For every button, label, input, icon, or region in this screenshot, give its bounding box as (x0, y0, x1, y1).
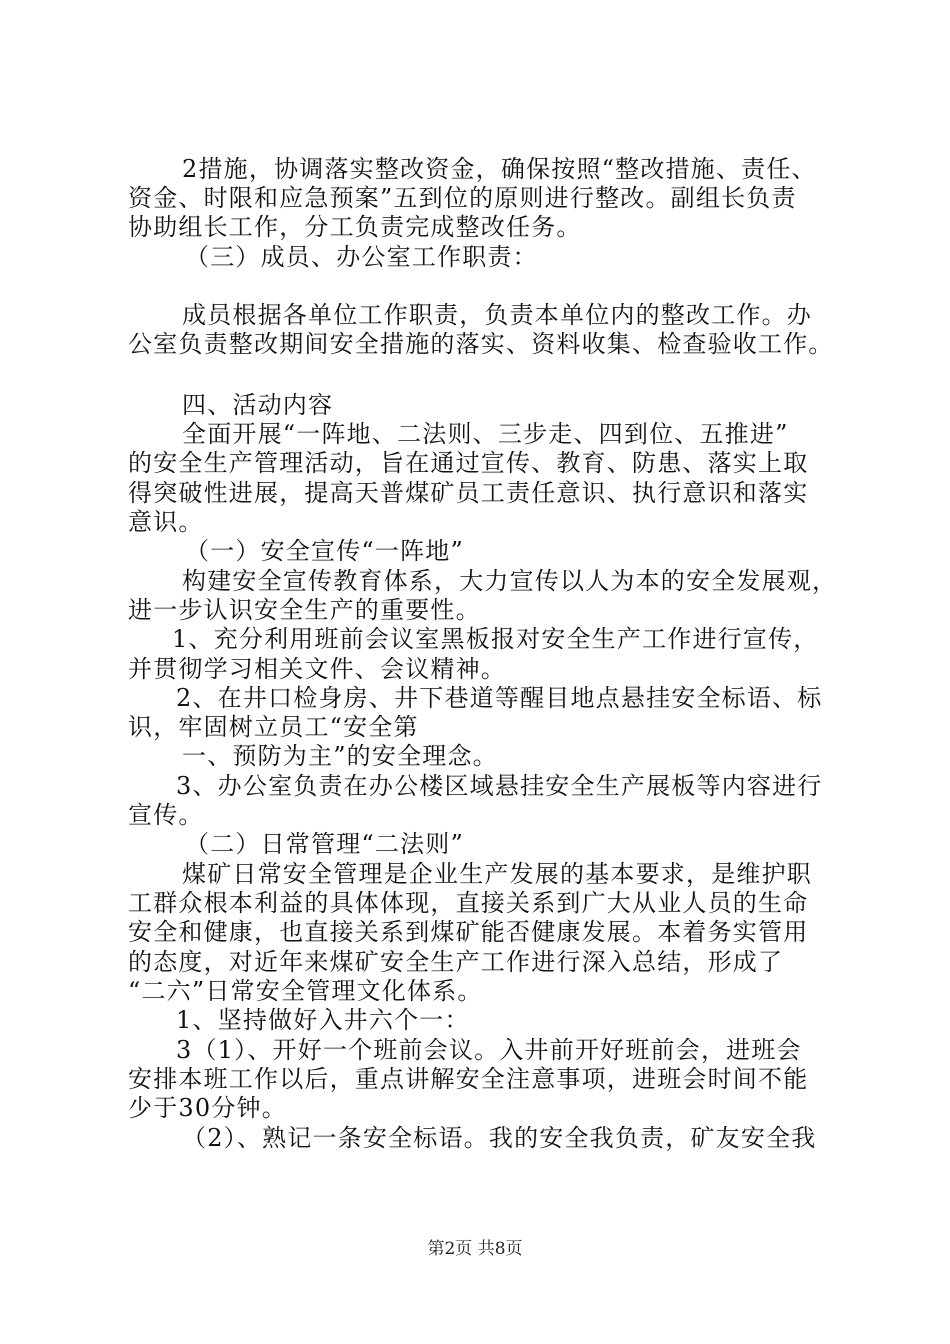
body-line: 3、办公室负责在办公楼区域悬挂安全生产展板等内容进行 (176, 772, 823, 800)
body-line: 识，牢固树立员工“安全第 (128, 713, 419, 741)
body-line: 2、在井口检身房、井下巷道等醒目地点悬挂安全标语、标 (176, 684, 823, 712)
body-line: 并贯彻学习相关文件、会议精神。 (128, 655, 506, 683)
body-line: 得突破性进展，提高天普煤矿员工责任意识、执行意识和落实 (128, 479, 809, 507)
body-line: 进一步认识安全生产的重要性。 (128, 596, 481, 624)
body-line: 少于30分钟。 (128, 1094, 287, 1122)
body-line: 公室负责整改期间安全措施的落实、资料收集、检查验收工作。 (128, 330, 834, 358)
body-line: 构建安全宣传教育体系，大力宣传以人为本的安全发展观， (182, 567, 838, 595)
section-heading: （一）安全宣传“一阵地” (185, 537, 464, 565)
body-line: 安排本班工作以后，重点讲解安全注意事项，进班会时间不能 (128, 1065, 809, 1093)
body-line: 协助组长工作，分工负责完成整改任务。 (128, 213, 582, 241)
body-line: “二六”日常安全管理文化体系。 (128, 977, 483, 1005)
body-line: 全面开展“一阵地、二法则、三步走、四到位、五推进” (182, 420, 789, 448)
body-line: 的安全生产管理活动，旨在通过宣传、教育、防患、落实上取 (128, 449, 809, 477)
section-heading: （三）成员、办公室工作职责： (185, 243, 538, 271)
body-line: 的态度，对近年来煤矿安全生产工作进行深入总结，形成了 (128, 948, 784, 976)
body-line: 资金、时限和应急预案”五到位的原则进行整改。副组长负责 (128, 184, 797, 212)
body-line: 1、充分利用班前会议室黑板报对安全生产工作进行宣传， (172, 625, 819, 653)
body-line: 一、预防为主”的安全理念。 (182, 742, 498, 770)
body-line: 2措施，协调落实整改资金，确保按照“整改措施、责任、 (182, 155, 817, 183)
body-line: 意识。 (128, 508, 204, 536)
section-heading: （二）日常管理“二法则” (185, 830, 464, 858)
body-line: （2）、熟记一条安全标语。我的安全我负责，矿友安全我 (182, 1124, 817, 1152)
body-line: 1、坚持做好入井六个一： (176, 1006, 470, 1034)
page-indicator: 第2页 共8页 (427, 1239, 523, 1259)
body-line: 安全和健康，也直接关系到煤矿能否健康发展。本着务实管用 (128, 918, 809, 946)
body-line: 煤矿日常安全管理是企业生产发展的基本要求，是维护职 (182, 860, 812, 888)
section-heading: 四、活动内容 (182, 391, 334, 419)
body-line: 成员根据各单位工作职责，负责本单位内的整改工作。办 (182, 301, 812, 329)
body-line: 3（1）、开好一个班前会议。入井前开好班前会，进班会 (176, 1036, 802, 1064)
body-line: 宣传。 (128, 801, 204, 829)
body-line: 工群众根本利益的具体体现，直接关系到广大从业人员的生命 (128, 889, 809, 917)
